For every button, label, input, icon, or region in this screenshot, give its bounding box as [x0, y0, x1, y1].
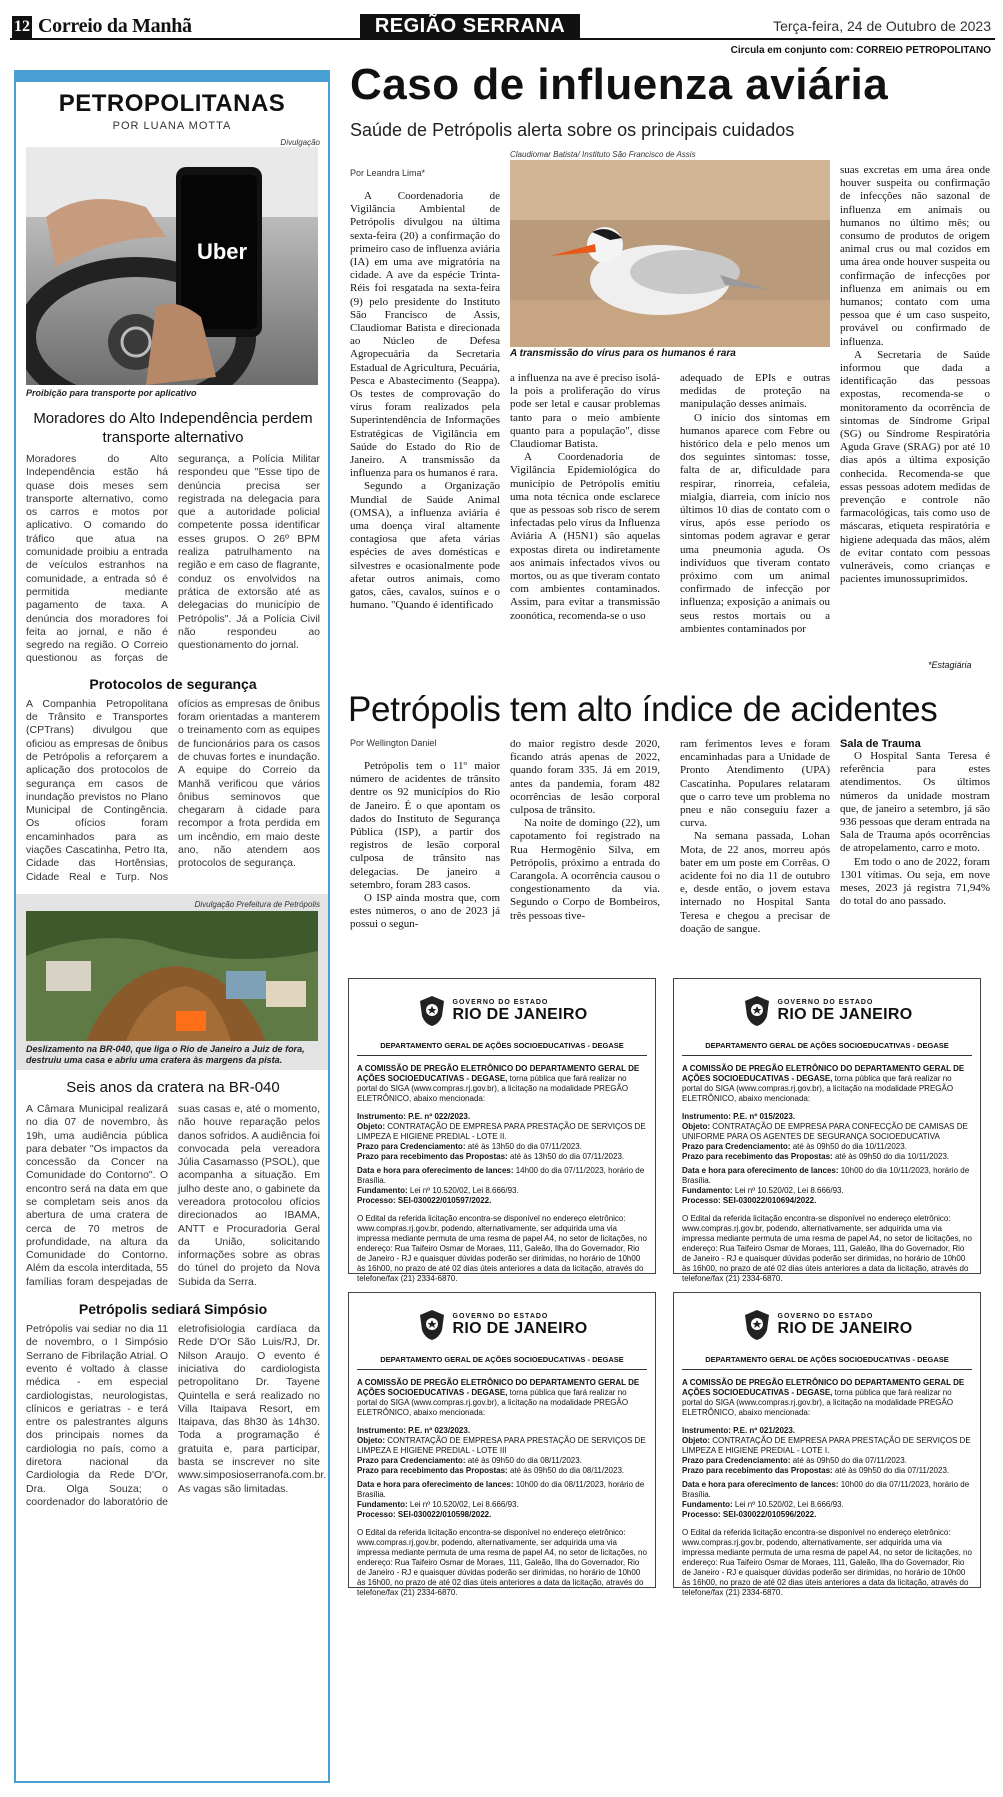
- rj-label: RIO DE JANEIRO: [452, 1319, 588, 1337]
- gov-label: GOVERNO DO ESTADO: [452, 998, 549, 1006]
- article-column: do maior registro desde 2020, ficando atrás apenas de 2022, quando foram 335. Já em 2019, antes da pandemia, foram 482 ocorrências de lesão corporal culposa de trânsito. Na noite de domingo (22), um capotamento foi registrado na Rua Hermogênio Silva, em Petrópolis, próximo a entrada do Carangola. A ocorrência causou o congestionamento da via. Segundo o Corpo de Bombeiros, três pessoas tive-: [510, 738, 660, 922]
- article-column: suas excretas em uma área onde houver suspeita ou confirmação de infecções não sazonal de influenza em animais ou humanos no último mês; ou consumo de produtos de origem animal crus ou mal cozidos em uma área onde houver suspeita ou confirmação de infecções por influenza em animais ou em humanos; contato com uma pessoa que é um caso suspeito, provável ou confirmado de influenza. A Secretaria de Saúde informou que dada a identificação das pessoas expostas, recomenda-se o monitoramento da ocorrência de sintomas de Síndrome Gripal (SG) ou Síndrome Respiratória Aguda Grave (SRAG) por até 10 dias após a última exposição conhecida. Recomenda-se que essas pessoas adotem medidas de prevenção e controle não farmacológicas, tais como uso de máscaras, etiqueta respiratória e higiene adequada das mãos, além de evitar contato com pessoas vulneráveis, como crianças e pacientes imunossuprimidos.: [840, 164, 990, 586]
- section-title: REGIÃO SERRANA: [360, 14, 580, 38]
- article-column: a influenza na ave é preciso isolá-la pois a proliferação do vírus pode ser letal e causar problemas tanto para o meio ambiente quanto para a população", disse Claudiomar Batista. A Coordenadoria de Vigilância Epidemiológica do município de Petrópolis emitiu uma nota técnica onde esclarece que as pessoas sob risco de serem infectadas pelo vírus da Influenza Aviária A (H5N1) são aquelas expostas direta ou indiretamente aos animais infectados vivos ou mortos, ou as que tiveram contato com ambientes contaminados. Assim, para evitar a transmissão zoonótica, recomenda-se o uso: [510, 372, 660, 622]
- subhead: Sala de Trauma: [840, 738, 921, 750]
- petropolitanas-column: [14, 70, 330, 1783]
- photo-credit: Claudiomar Batista/ Instituto São Francisco de Assis: [510, 150, 696, 159]
- coat-of-arms-icon: [417, 994, 447, 1028]
- article-column: adequado de EPIs e outras medidas de proteção na manipulação desses animais. O início dos sintomas em humanos aparece com Febre ou histórico dela e pelo menos um dos seguintes sintomas: tosse, falta de ar, dificuldade para respirar, rinorreia, cefaleia, mialgia, diarreia, com início nos últimos 10 dias de contato com o vírus, após esse período os sintomas podem agravar e gerar uma pneumonia aguda. Os indivíduos que tiveram contato próximo com um animal confirmado de infecção por influenza; exposição a animais ou seus restos mortais ou a ambientes contaminados por: [680, 372, 830, 635]
- masthead: Correio da Manhã: [38, 15, 192, 37]
- byline: Por Leandra Lima*: [350, 168, 426, 178]
- rj-government-logo: [357, 989, 647, 1033]
- department-title: DEPARTAMENTO GERAL DE AÇÕES SOCIOEDUCATIVAS - DEGASE: [357, 1347, 647, 1370]
- page-header: [10, 14, 995, 40]
- page-number: 12: [12, 16, 32, 38]
- coat-of-arms-icon: [742, 1308, 772, 1342]
- department-title: DEPARTAMENTO GERAL DE AÇÕES SOCIOEDUCATIVAS - DEGASE: [682, 1033, 972, 1056]
- rj-government-logo: [682, 1303, 972, 1347]
- uber-logo-text: Uber: [196, 239, 248, 264]
- photo-credit: Divulgação Prefeitura de Petrópolis: [194, 899, 320, 909]
- story-text: A Companhia Petropolitana de Trânsito e Transportes (CPTrans) divulgou que oficiou as empresas de ônibus de Petrópolis a reforçarem a aplicação dos protocolos de segurança em casos de inundação previstos no Plano Municipal de Contingência. Os ofícios foram encaminhados para as viações Cascatinha, Petro Ita, Cidade das Hortênsias, Cidade Real e Turp. Nos ofícios as empresas de ônibus foram orientadas a manterem o treinamento com as equipes de funcionários para os casos de chuvas fortes e inundação. A equipe do Correio da Manhã verificou que vários ônibus seminovos que chegaram à cidade para recompor a frota perdida em um incêndio, em maio deste ano, não atendem aos protocolos de segurança.: [26, 697, 320, 883]
- legal-notice: [673, 1292, 981, 1597]
- rj-label: RIO DE JANEIRO: [452, 1005, 588, 1023]
- issue-date: Terça-feira, 24 de Outubro de 2023: [773, 18, 991, 34]
- photo-caption: A transmissão do vírus para os humanos é rara: [510, 348, 736, 359]
- article-headline: Caso de influenza aviária: [350, 60, 889, 109]
- column-title: PETROPOLITANAS: [58, 90, 286, 117]
- photo-caption: Proibição para transporte por aplicativo: [26, 388, 197, 398]
- story-title: Seis anos da cratera na BR-040: [66, 1078, 280, 1096]
- department-title: DEPARTAMENTO GERAL DE AÇÕES SOCIOEDUCATIVAS - DEGASE: [357, 1033, 647, 1056]
- story-title: Protocolos de segurança: [89, 675, 257, 692]
- notice-body: A COMISSÃO DE PREGÃO ELETRÔNICO DO DEPARTAMENTO GERAL DE AÇÕES SOCIOEDUCATIVAS - DEGASE, torna pública que fará realizar no portal do SIGA (www.compras.rj.gov.br), a licitação na modalidade PREGÃO ELETRÔNICO, abaixo mencionada: Instrumento: P.E. nº 022/2023. Objeto: CONTRATAÇÃO DE EMPRESA PARA PRESTAÇÃO DE SERVIÇOS DE LIMPEZA E HIGIENE PREDIAL - LOTE II. Prazo para Credenciamento: até às 13h50 do dia 07/11/2023. Prazo para recebimento das Propostas: até às 13h50 do dia 07/11/2023. Data e hora para oferecimento de lances: 14h00 do dia 07/11/2023, horário de Brasília. Fundamento: Lei nº 10.520/02, Lei 8.666/93. Processo: SEI-030022/010597/2022. O Edital da referida licitação encontra-se disponível no endereço eletrônico: www.compras.rj.gov.br, podendo, alternativamente, ser adquirida uma via impressa mediante permuta de uma resma de papel A4, no setor de licitações, no endereço: Rua Taifeiro Osmar de Moraes, 111, Galeão, Ilha do Governador, Rio de Janeiro - RJ e quaisquer dúvidas poderão ser dirimidas, no horário de 10h00 às 16h00, no prazo de até 02 dias úteis anteriores a data da licitação, através do telefone/fax (21) 2334-6870.: [357, 1064, 647, 1283]
- photo-credit: Divulgação: [280, 138, 320, 147]
- story-title: Moradores do Alto Independência perdem transporte alternativo: [33, 410, 313, 446]
- uber-photo: [26, 147, 320, 385]
- legal-notice: [348, 1292, 656, 1597]
- footnote: *Estagiária: [928, 660, 972, 670]
- gov-label: GOVERNO DO ESTADO: [452, 1312, 549, 1320]
- notice-body: A COMISSÃO DE PREGÃO ELETRÔNICO DO DEPARTAMENTO GERAL DE AÇÕES SOCIOEDUCATIVAS - DEGASE, torna pública que fará realizar no portal do SIGA (www.compras.rj.gov.br), a licitação na modalidade PREGÃO ELETRÔNICO, abaixo mencionada: Instrumento: P.E. nº 023/2023. Objeto: CONTRATAÇÃO DE EMPRESA PARA PRESTAÇÃO DE SERVIÇOS DE LIMPEZA E HIGIENE PREDIAL - LOTE III Prazo para Credenciamento: até às 09h50 do dia 08/11/2023. Prazo para recebimento das Propostas: até às 09h50 do dia 08/11/2023. Data e hora para oferecimento de lances: 10h00 do dia 08/11/2023, horário de Brasília. Fundamento: Lei nº 10.520/02, Lei 8.666/93. Processo: SEI-030022/010598/2022. O Edital da referida licitação encontra-se disponível no endereço eletrônico: www.compras.rj.gov.br, podendo, alternativamente, ser adquirida uma via impressa mediante permuta de uma resma de papel A4, no setor de licitações, no endereço: Rua Taifeiro Osmar de Moraes, 111, Galeão, Ilha do Governador, Rio de Janeiro - RJ e quaisquer dúvidas poderão ser dirimidas, no horário de 10h00 às 16h00, no prazo de até 02 dias úteis anteriores a data da licitação, através do telefone/fax (21) 2334-6870.: [357, 1378, 647, 1597]
- legal-notice: [348, 978, 656, 1283]
- byline: Por Wellington Daniel: [350, 738, 437, 748]
- story-title: Petrópolis sediará Simpósio: [78, 1301, 268, 1318]
- bird-photo: [510, 160, 830, 347]
- article-column: Por Leandra Lima* A Coordenadoria de Vigilância Ambiental de Petrópolis divulgou na última sexta-feira (20) a confirmação do primeiro caso de influenza aviária (IA) em uma ave migratória na cidade. A ave da espécie Trinta-Réis foi resgatada na sexta-feira (9) pelo presidente do Instituto São Francisco de Assis, Claudiomar Batista e direcionada ao Núcleo de Defesa Agropecuária da Secretaria Estadual de Agricultura, Pecuária, Pesca e Abastecimento (Seappa). Os testes de comprovação do vírus foram realizados pela Superintendência de Informações Estratégicas de Vigilância em Saúde do Estado do Rio de Janeiro. A transmissão da influenza para os humanos é rara. Segundo a Organização Mundial de Saúde Animal (OMSA), a influenza aviária é uma doença viral altamente contagiosa que afeta várias espécies de aves domésticas e silvestres e ocasionalmente pode afetar outros animais, como gatos, cães, cavalos, suínos e o humano. "Quando é identificado: [350, 168, 500, 612]
- notice-body: A COMISSÃO DE PREGÃO ELETRÔNICO DO DEPARTAMENTO GERAL DE AÇÕES SOCIOEDUCATIVAS - DEGASE, torna pública que fará realizar no portal do SIGA (www.compras.rj.gov.br), a licitação na modalidade PREGÃO ELETRÔNICO, abaixo mencionada: Instrumento: P.E. nº 015/2023. Objeto: CONTRATAÇÃO DE EMPRESA PARA CONFECÇÃO DE CAMISAS DE UNIFORME PARA OS AGENTES DE SEGURANÇA SOCIOEDUCATIVA Prazo para Credenciamento: até às 09h50 do dia 10/11/2023. Prazo para recebimento das Propostas: até às 09h50 do dia 10/11/2023. Data e hora para oferecimento de lances: 10h00 do dia 10/11/2023, horário de Brasília. Fundamento: Lei nº 10.520/02, Lei 8.666/93. Processo: SEI-030022/010694/2022. O Edital da referida licitação encontra-se disponível no endereço eletrônico: www.compras.rj.gov.br, podendo, alternativamente, ser adquirida uma via impressa mediante permuta de uma resma de papel A4, no setor de licitações, no endereço: Rua Taifeiro Osmar de Moraes, 111, Galeão, Ilha do Governador, Rio de Janeiro - RJ e quaisquer dúvidas poderão ser dirimidas, no horário de 10h00 às 16h00, no prazo de até 02 dias úteis anteriores a data da licitação, através do telefone/fax (21) 2334-6870.: [682, 1064, 972, 1283]
- coat-of-arms-icon: [742, 994, 772, 1028]
- rj-label: RIO DE JANEIRO: [777, 1319, 913, 1337]
- article-column: Sala de Trauma O Hospital Santa Teresa é referência para estes atendimentos. Os últimos números da unidade mostram que, de janeiro a setembro, já são 936 pessoas que deram entrada na Sala de Trauma após ocorrências de atropelamento, carro e moto. Em todo o ano de 2022, foram 1301 vítimas. Ou seja, em nove meses, 2023 já registra 71,94% do total do ano passado.: [840, 738, 990, 908]
- department-title: DEPARTAMENTO GERAL DE AÇÕES SOCIOEDUCATIVAS - DEGASE: [682, 1347, 972, 1370]
- rj-government-logo: [357, 1303, 647, 1347]
- story-text: Moradores do Alto Independência estão há quase dois meses sem transporte alternativo, como os carros e motos por aplicativo. O comando do tráfico que atua na comunidade proibiu a entrada de veículos estranhos na comunidade, a entrada só é permitida mediante pagamento de taxa. A denúncia dos moradores foi feita ao jornal, e não é segredo na região. O Correio questionou as forças de segurança, a Polícia Militar respondeu que "Esse tipo de denúncia precisa ser registrada na delegacia para que a autoridade policial competente possa identificar esses grupos. O 26º BPM realiza patrulhamento na região e em caso de flagrante, conduz os envolvidos na prática de extorsão até as delegacias do município de Petrópolis". Já a Polícia Civil não respondeu ao questionamento do jornal.: [26, 453, 320, 665]
- gov-label: GOVERNO DO ESTADO: [777, 998, 874, 1006]
- rj-government-logo: [682, 989, 972, 1033]
- notice-body: A COMISSÃO DE PREGÃO ELETRÔNICO DO DEPARTAMENTO GERAL DE AÇÕES SOCIOEDUCATIVAS - DEGASE, torna pública que fará realizar no portal do SIGA (www.compras.rj.gov.br), a licitação na modalidade PREGÃO ELETRÔNICO, abaixo mencionada: Instrumento: P.E. nº 021/2023. Objeto: CONTRATAÇÃO DE EMPRESA PARA PRESTAÇÃO DE SERVIÇOS DE LIMPEZA E HIGIENE PREDIAL - LOTE I. Prazo para Credenciamento: até às 09h50 do dia 07/11/2023. Prazo para recebimento das Propostas: até às 09h50 do dia 07/11/2023. Data e hora para oferecimento de lances: 10h00 do dia 07/11/2023, horário de Brasília. Fundamento: Lei nº 10.520/02, Lei 8.666/93. Processo: SEI-030022/010596/2022. O Edital da referida licitação encontra-se disponível no endereço eletrônico: www.compras.rj.gov.br, podendo, alternativamente, ser adquirida uma via impressa mediante permuta de uma resma de papel A4, no setor de licitações, no endereço: Rua Taifeiro Osmar de Moraes, 111, Galeão, Ilha do Governador, Rio de Janeiro - RJ e quaisquer dúvidas poderão ser dirimidas, no horário de 10h00 às 16h00, no prazo de até 02 dias úteis anteriores a data da licitação, através do telefone/fax (21) 2334-6870.: [682, 1378, 972, 1597]
- rj-label: RIO DE JANEIRO: [777, 1005, 913, 1023]
- column-top-bar: [16, 72, 328, 82]
- article-column: Por Wellington Daniel Petrópolis tem o 11º maior número de acidentes de trânsito dentre os 92 municípios do Rio de Janeiro. É o que apontam os dados do Instituto de Segurança Pública (ISP), a partir dos registros de lesão corporal culposa de trânsito nas delegacias. De janeiro a setembro, foram 283 casos. O ISP ainda mostra que, com estes números, o ano de 2023 já possui o segun-: [350, 738, 500, 931]
- circulation-note: Circula em conjunto com: CORREIO PETROPOLITANO: [730, 45, 991, 56]
- article-headline: Petrópolis tem alto índice de acidentes: [348, 690, 938, 729]
- story-text: A Câmara Municipal realizará no dia 07 de novembro, às 19h, uma audiência pública para debater "Os impactos da concessão da Concer na Comunidade do Contorno". O encontro será na data em que se completam seis anos da abertura de uma cratera de cerca de 70 metros de profundidade, na altura da Comunidade do Contorno. Além da escola interditada, 55 famílias foram despejadas de suas casas e, até o momento, não houve reparação pelos danos sofridos. A audiência foi convocada pela vereadora Júlia Casamasso (PSOL), que acompanha a situação. Em julho deste ano, o gabinete da vereadora protocolou ofícios direcionados ao IBAMA, ANTT e Procuradoria Geral da União, solicitando informações sobre as obras do túnel do projeto da Nova Subida da Serra.: [26, 1102, 320, 1288]
- coat-of-arms-icon: [417, 1308, 447, 1342]
- column-author: POR LUANA MOTTA: [112, 120, 232, 132]
- gov-label: GOVERNO DO ESTADO: [777, 1312, 874, 1320]
- landslide-photo: [26, 911, 320, 1041]
- legal-notice: [673, 978, 981, 1283]
- photo-caption: Deslizamento na BR-040, que liga o Rio de Janeiro a Juiz de fora, destruiu uma casa e abriu uma cratera às margens da pista.: [26, 1043, 305, 1065]
- story-text: Petrópolis vai sediar no dia 11 de novembro, o I Simpósio Serrano de Fibrilação Atrial. O evento é voltado à classe médica - em especial cardiologistas, neurologistas, clínicos e geriatras - e terá entre os palestrantes alguns dos principais nomes da cardiologia no país, como a diretora nacional da Cardiologia da Rede D'Or, Dra. Olga Souza; o coordenador do laboratório de eletrofisiologia cardíaca da Rede D'Or São Luis/RJ, Dr. Nilson Araujo. O evento é iniciativa do cardiologista petropolitano Dr. Tayene Quintella e será realizado no Villa Itaipava Resort, em Itaipava, das 8h30 às 14h30. Toda a programação é gratuita e, para participar, basta se inscrever no site www.simposioserranofa.com.br. As vagas são limitadas.: [26, 1323, 327, 1508]
- article-column: ram ferimentos leves e foram encaminhadas para a Unidade de Pronto Atendimento (UPA) Cascatinha. Populares relataram que o carro teve um problema no pneu e não conseguiu fazer a curva. Na semana passada, Lohan Mota, de 22 anos, morreu após bater em um poste em Corrêas. O acidente foi no dia 11 de outubro e, desde então, o jovem estava internado no Hospital Santa Teresa e chegou a precisar de doação de sangue.: [680, 738, 830, 935]
- article-subtitle: Saúde de Petrópolis alerta sobre os principais cuidados: [350, 120, 795, 140]
